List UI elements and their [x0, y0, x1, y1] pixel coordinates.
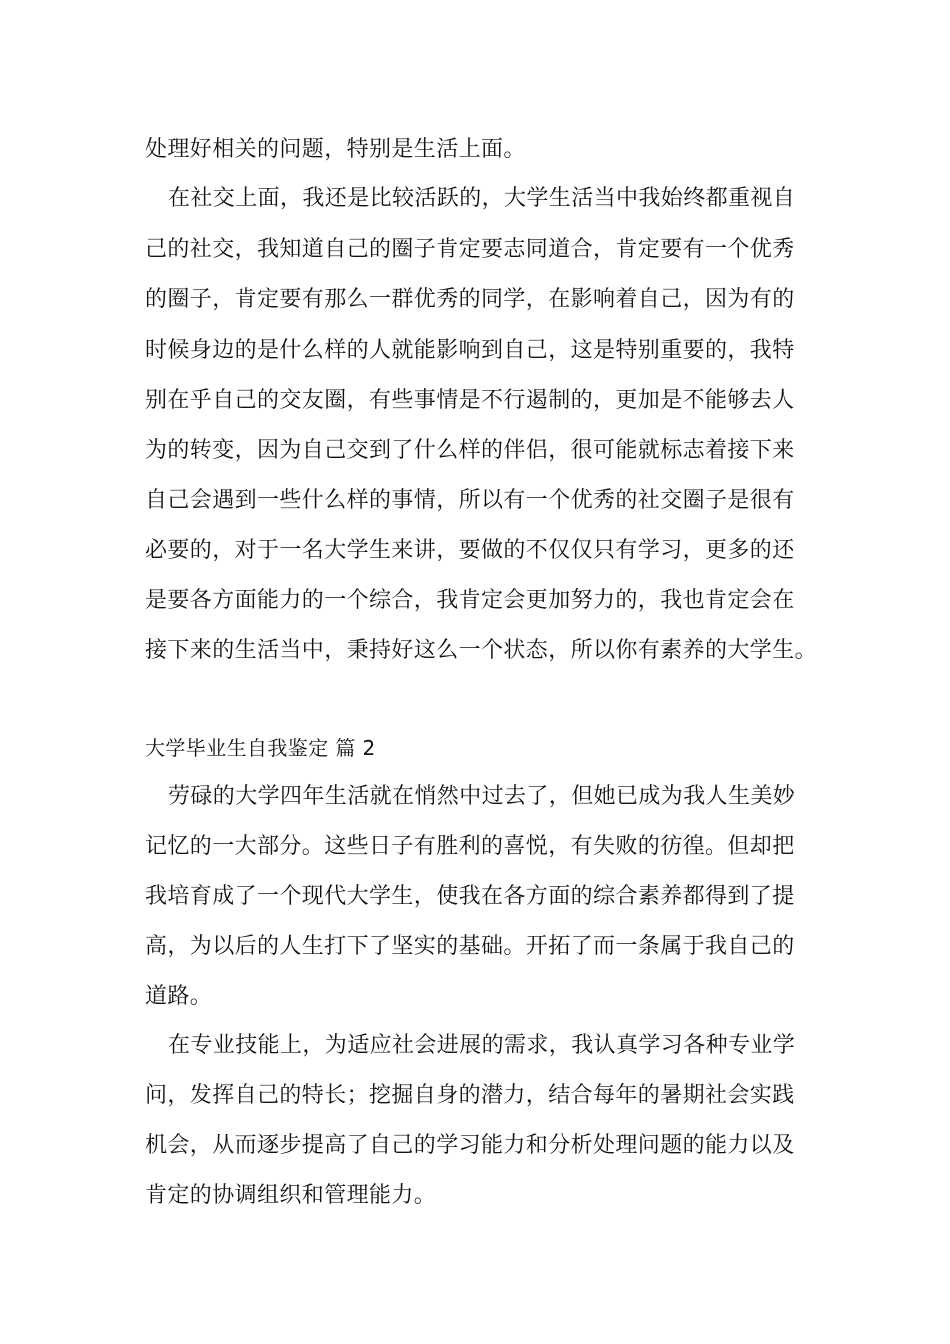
paragraph3-line: 在专业技能上，为适应社会进展的需求，我认真学习各种专业学: [168, 1033, 796, 1058]
paragraph1-line: 自己会遇到一些什么样的事情，所以有一个优秀的社交圈子是很有: [145, 488, 795, 513]
paragraph1-line: 己的社交，我知道自己的圈子肯定要志同道合，肯定要有一个优秀: [145, 237, 795, 262]
paragraph1-line: 是要各方面能力的一个综合，我肯定会更加努力的，我也肯定会在: [145, 588, 795, 613]
paragraph1-line: 为的转变，因为自己交到了什么样的伴侣，很可能就标志着接下来: [145, 438, 795, 463]
paragraph2-line: 我培育成了一个现代大学生，使我在各方面的综合素养都得到了提: [145, 884, 795, 909]
paragraph2-line: 劳碌的大学四年生活就在悄然中过去了，但她已成为我人生美妙: [168, 784, 796, 809]
paragraph1-line: 在社交上面，我还是比较活跃的，大学生活当中我始终都重视自: [168, 186, 796, 211]
paragraph1-line: 别在乎自己的交友圈，有些事情是不行遏制的，更加是不能够去人: [145, 388, 795, 413]
paragraph1-line: 接下来的生活当中，秉持好这么一个状态，所以你有素养的大学生。: [145, 638, 818, 663]
paragraph2-line: 道路。: [145, 984, 213, 1009]
intro-line: 处理好相关的问题，特别是生活上面。: [145, 137, 526, 162]
paragraph1-line: 时候身边的是什么样的人就能影响到自己，这是特别重要的，我特: [145, 338, 795, 363]
paragraph3-line: 问，发挥自己的特长；挖掘自身的潜力，结合每年的暑期社会实践: [145, 1083, 795, 1108]
paragraph1-line: 必要的，对于一名大学生来讲，要做的不仅仅只有学习，更多的还: [145, 538, 795, 563]
paragraph1-line: 的圈子，肯定要有那么一群优秀的同学，在影响着自己，因为有的: [145, 287, 795, 312]
paragraph2-line: 记忆的一大部分。这些日子有胜利的喜悦，有失败的彷徨。但却把: [145, 834, 795, 859]
section-heading: 大学毕业生自我鉴定 篇 2: [145, 736, 376, 760]
paragraph3-line: 肯定的协调组织和管理能力。: [145, 1183, 437, 1208]
paragraph2-line: 高，为以后的人生打下了坚实的基础。开拓了而一条属于我自己的: [145, 934, 795, 959]
paragraph3-line: 机会，从而逐步提高了自己的学习能力和分析处理问题的能力以及: [145, 1133, 795, 1158]
